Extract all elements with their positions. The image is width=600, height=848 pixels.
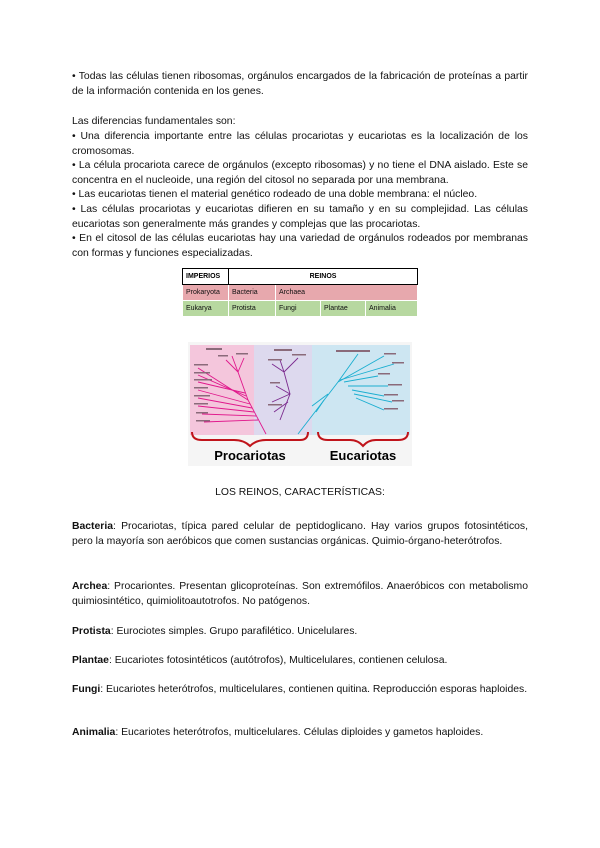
- paragraph-difference-3: • Las eucariotas tienen el material genético rodeado de una doble membrana: el núcleo.: [72, 189, 478, 200]
- table-cell-kingdom: Plantae: [321, 301, 366, 317]
- section-title: LOS REINOS, CARACTERÍSTICAS:: [215, 487, 385, 498]
- table-cell-kingdom: Animalia: [366, 301, 418, 317]
- table-header-row: [183, 269, 418, 285]
- kingdom-name: Animalia: [72, 727, 116, 738]
- table-row: [183, 285, 418, 301]
- kingdom-description: : Eurociotes simples. Grupo parafilético. Unicelulares.: [110, 626, 358, 637]
- kingdom-bacteria: [72, 520, 528, 549]
- table-header-cell: REINOS: [229, 269, 418, 285]
- paragraph-difference-1: • Una diferencia importante entre las células procariotas y eucariotas es la localización de los cromosomas.: [72, 131, 528, 157]
- table-header-cell: IMPERIOS: [183, 269, 229, 285]
- paragraph-difference-2: • La célula procariota carece de orgánulos (excepto ribosomas) y no tiene el DNA aislado. Este se concentra en el nucleoide, una región del citosol no separada por una membrana.: [72, 160, 528, 186]
- kingdom-archea: [72, 580, 528, 609]
- table-cell-kingdom: Fungi: [276, 301, 321, 317]
- kingdom-description: : Eucariotes heterótrofos, multicelulares. Células diploides y gametos haploides.: [115, 727, 484, 738]
- kingdom-description: : Procariotas, típica pared celular de peptidoglicano. Hay varios grupos fotosintéticos, pero la mayoría son aeróbicos que comen sustancias orgánicas. Quimio-órgano-heterótrofos.: [72, 521, 528, 547]
- table-cell-kingdom: Protista: [229, 301, 276, 317]
- kingdom-description: : Eucariotes heterótrofos, multicelulares, contienen quitina. Reproducción esporas haploides.: [100, 684, 528, 695]
- phylogenetic-tree-figure: [188, 342, 412, 466]
- kingdoms-table: [182, 268, 418, 317]
- kingdom-name: Bacteria: [72, 521, 114, 532]
- paragraph-differences-intro: Las diferencias fundamentales son:: [72, 116, 236, 127]
- kingdom-name: Plantae: [72, 655, 109, 666]
- kingdom-description: : Eucariotes fotosintéticos (autótrofos), Multicelulares, contienen celulosa.: [108, 655, 448, 666]
- kingdom-fungi: [72, 683, 528, 698]
- kingdom-name: Archea: [72, 581, 108, 592]
- eukarya-region: [312, 345, 410, 435]
- table-cell-kingdom: Bacteria: [229, 285, 276, 301]
- table-cell-empire: Prokaryota: [183, 285, 229, 301]
- paragraph-difference-5: • En el citosol de las células eucariotas hay una variedad de orgánulos rodeados por membranas con formas y funciones especializadas.: [72, 233, 528, 259]
- label-eucariotas: Eucariotas: [329, 448, 397, 463]
- kingdom-name: Fungi: [72, 684, 101, 695]
- table-row: [183, 301, 418, 317]
- paragraph-difference-4: • Las células procariotas y eucariotas difieren en su tamaño y en su complejidad. Las células eucariotas son generalmente más grandes y complejas que las procariotas.: [72, 204, 528, 230]
- table-cell-kingdom: Archaea: [276, 285, 418, 301]
- kingdom-protista: [72, 625, 528, 640]
- label-procariotas: Procariotas: [214, 448, 286, 463]
- kingdom-description: : Procariontes. Presentan glicoproteínas. Son extremófilos. Anaeróbicos con metabolismo quimiosintético, quimiolitoautotrofos. No patógenos.: [72, 581, 528, 607]
- kingdom-animalia: [72, 726, 528, 741]
- table-cell-empire: Eukarya: [183, 301, 229, 317]
- paragraph-ribosomes: • Todas las células tienen ribosomas, orgánulos encargados de la fabricación de proteínas a partir de la información contenida en los genes.: [72, 71, 528, 97]
- kingdom-name: Protista: [72, 626, 111, 637]
- kingdom-plantae: [72, 654, 528, 669]
